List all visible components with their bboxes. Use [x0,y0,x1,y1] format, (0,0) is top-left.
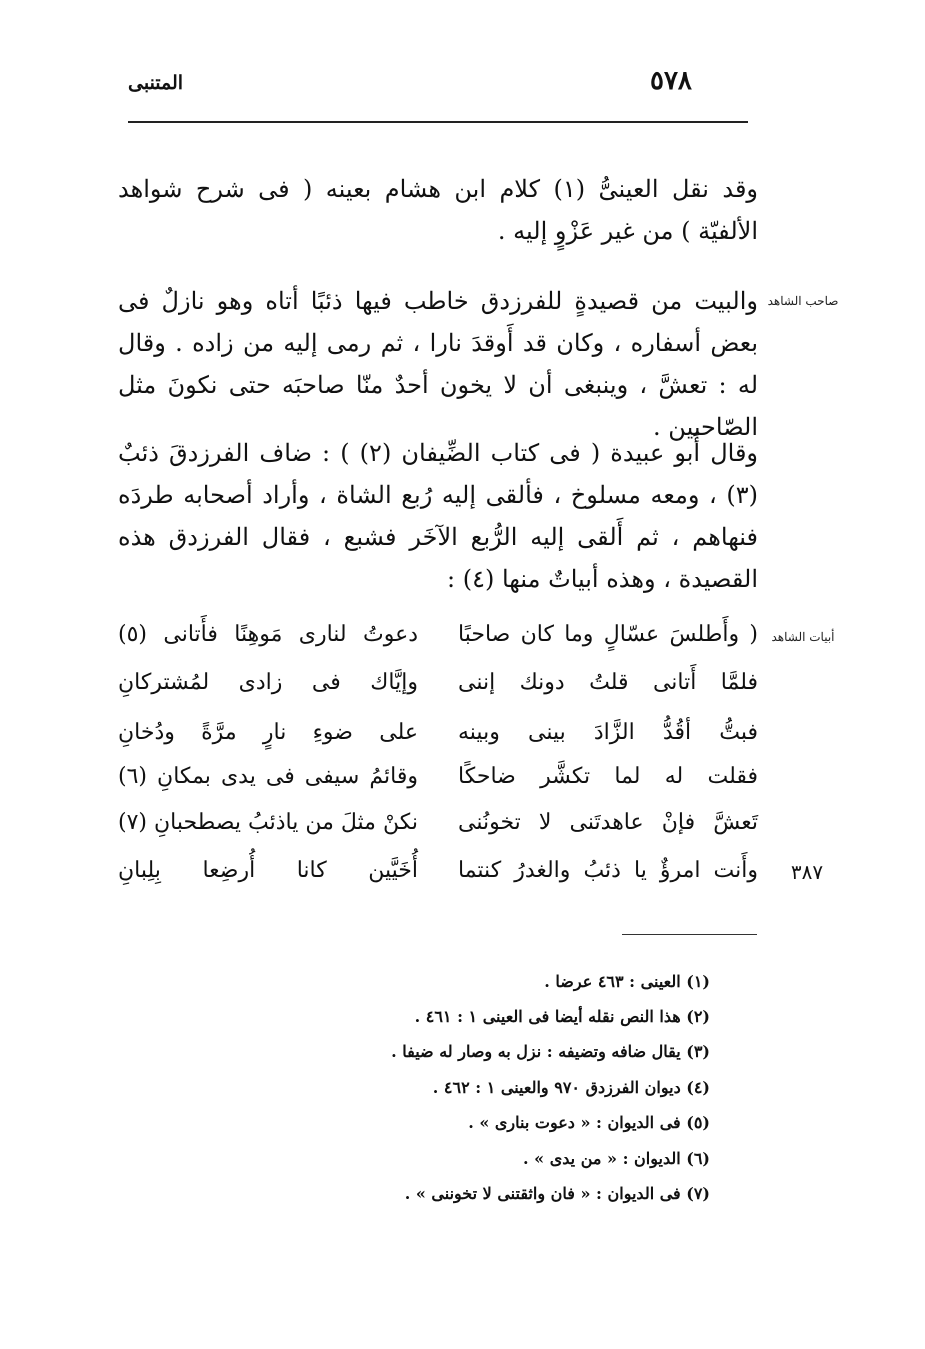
verse-second-hemistich: وإيَّاك فى زادى لمُشتركانِ [118,670,418,695]
verse-first-hemistich: تَعشَّ فإنْ عاهدتَنى لا تخونُنى [458,810,758,835]
verse-line-5 [118,802,758,844]
verse-second-hemistich: أُخَيَّين كانا أُرضِعا بِلِبانِ [118,858,418,883]
verse-second-hemistich: وقائمُ سيفى فى يدى بمكانِ (٦) [118,764,418,789]
paragraph-1: وقد نقل العينىُّ (١) كلام ابن هشام بعينه ( فى شرح شواهد الألفيّة ) من غير عَزْوٍ إليه . [118,175,759,245]
footnote-6: (٦) الديوان : « من يدى » . [523,1149,710,1168]
verse-first-hemistich: وأَنت امرؤٌ يا ذئبُ والغدرُ كنتما [458,858,758,883]
verse-second-hemistich: نكنْ مثلَ من ياذئبُ يصطحبانِ (٧) [118,810,418,835]
running-header-title: المتنبى [128,72,184,94]
verse-line-4 [118,756,758,798]
margin-note-author: صاحب الشاهد [767,294,839,308]
page-number: ٥٧٨ [650,66,692,96]
verse-line-2 [118,662,758,704]
verse-first-hemistich: فلمَّا أَتانى قلتُ دونك إننى [458,670,758,695]
verse-line-6 [118,850,758,892]
footnote-rule [622,934,757,935]
paragraph-3: وقال أَبو عبيدة ( فى كتاب الضِّيفان (٢) ) : ضاف الفرزدقَ ذئبٌ (٣) ، ومعه مسلوخ ، فألقى إليه رُبع الشاة ، وأراد أصحابه طردَه فنهاهم ، ثم أَلقى إليه الرُّبع الآخَر فشبع ، فقال الفرزدق هذه القصيدة ، وهذه أبياتٌ منها (٤) : [118,439,759,593]
header-rule [128,121,748,123]
verse-first-hemistich: فقلت له لما تكشَّر ضاحكًا [458,764,758,789]
verse-second-hemistich: على ضوءِ نارٍ مرَّةً ودُخانِ [118,720,418,745]
verse-line-1 [118,614,758,656]
footnote-3: (٣) يقال ضافه وتضيفه : نزل به وصار له ضيفا . [391,1042,710,1061]
footnote-7: (٧) فى الديوان : « فان واثقتنى لا تخوننى » . [404,1184,710,1203]
footnote-2: (٢) هذا النص نقله أيضا فى العينى ١ : ٤٦١ . [414,1007,710,1026]
verse-first-hemistich: فبتُّ أقُدُّ الزَّادَ بينى وبينه [458,720,758,745]
margin-note-verses: أبيات الشاهد [771,630,835,644]
verse-second-hemistich: دعوتُ لنارى مَوهِنًا فأَتانى (٥) [118,622,418,647]
paragraph-2: والبيت من قصيدةٍ للفرزدق خاطب فيها ذئبًا أتاه وهو نازلٌ فى بعض أسفاره ، وكان قد أَوقدَ نارا ، ثم رمى إليه من زاده . وقال له : تعشَّ ، وينبغى أن لا يخون أحدٌ منّا صاحبَه حتى نكونَ مثل الصّاحبين . [118,287,759,441]
footnote-1: (١) العينى : ٤٦٣ عرضا . [544,972,710,991]
verse-number: ٣٨٧ [790,860,824,884]
footnote-4: (٤) ديوان الفرزدق ٩٧٠ والعينى ١ : ٤٦٢ . [432,1078,710,1097]
verse-line-3 [118,712,758,754]
verse-first-hemistich: ( وأَطلسَ عسّالٍ وما كان صاحبًا [458,622,758,647]
footnote-5: (٥) فى الديوان : « دعوت بنارى » . [468,1113,710,1132]
